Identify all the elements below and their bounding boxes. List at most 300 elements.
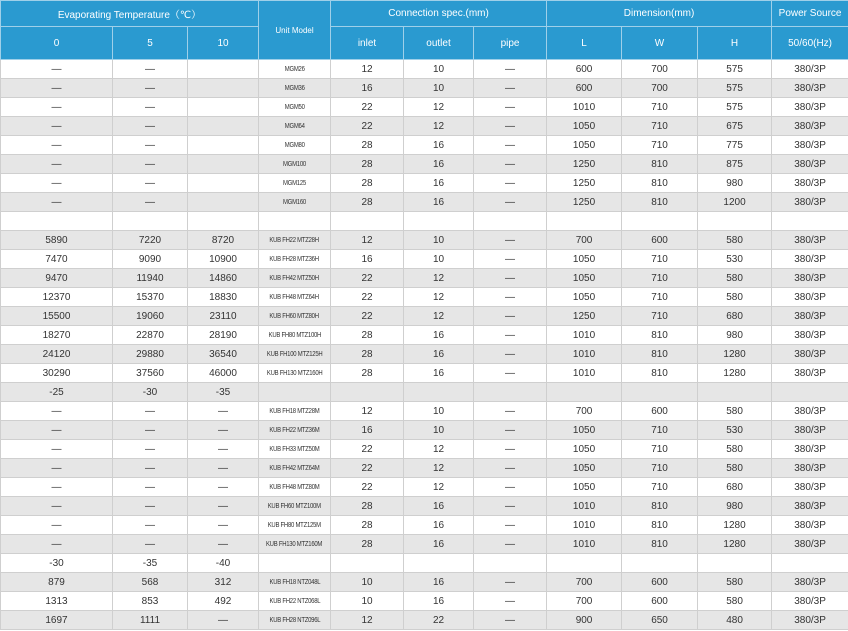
cell-cap-5: —	[113, 459, 188, 478]
cell-outlet: 12	[404, 288, 474, 307]
table-row	[1, 269, 848, 288]
table-row	[1, 79, 848, 98]
cell-length: 1050	[547, 269, 622, 288]
cell-pipe: —	[474, 459, 547, 478]
table-row	[1, 535, 848, 554]
cell-cap-0: 12370	[1, 288, 113, 307]
cell-power-source: 380/3P	[772, 497, 848, 516]
cell-cap-10: —	[188, 497, 259, 516]
cell-outlet: 12	[404, 98, 474, 117]
cell-height: 980	[698, 326, 772, 345]
cell-length: 1010	[547, 497, 622, 516]
cell-cap-10: 312	[188, 573, 259, 592]
cell-inlet: 28	[331, 497, 404, 516]
cell-cap-5: 11940	[113, 269, 188, 288]
cell-height: 1200	[698, 193, 772, 212]
cell-length: 1050	[547, 288, 622, 307]
cell-width	[622, 383, 698, 402]
cell-pipe: —	[474, 402, 547, 421]
power-source-header: Power Source	[772, 1, 848, 27]
cell-cap-10	[188, 212, 259, 231]
cell-power-source: 380/3P	[772, 459, 848, 478]
cell-inlet: 28	[331, 535, 404, 554]
table-row	[1, 60, 848, 79]
cell-width: 600	[622, 573, 698, 592]
cell-pipe: —	[474, 478, 547, 497]
cell-pipe: —	[474, 345, 547, 364]
cell-cap-10: 46000	[188, 364, 259, 383]
cell-cap-5: —	[113, 478, 188, 497]
cell-inlet: 22	[331, 269, 404, 288]
cell-inlet: 12	[331, 402, 404, 421]
cell-cap-5: 22870	[113, 326, 188, 345]
cell-cap-5: —	[113, 98, 188, 117]
cell-power-source	[772, 212, 848, 231]
cell-outlet: 16	[404, 155, 474, 174]
cell-cap-0: —	[1, 478, 113, 497]
cell-unit-model	[259, 155, 331, 174]
cell-cap-10: —	[188, 516, 259, 535]
unit-model-text: KUB FH22 NTZ068L	[269, 597, 320, 605]
cell-width: 710	[622, 478, 698, 497]
cell-inlet: 12	[331, 611, 404, 630]
table-row	[1, 136, 848, 155]
cell-power-source: 380/3P	[772, 345, 848, 364]
unit-model-text: KUB FH48 MTZ80M	[269, 483, 320, 491]
pipe-header: pipe	[474, 27, 547, 60]
table-header	[1, 1, 848, 60]
table-row	[1, 440, 848, 459]
cell-cap-10	[188, 98, 259, 117]
cell-unit-model	[259, 516, 331, 535]
unit-model-text: MGM125	[283, 179, 306, 187]
cell-height: 680	[698, 478, 772, 497]
cell-height	[698, 383, 772, 402]
cell-width: 700	[622, 60, 698, 79]
cell-outlet: 16	[404, 497, 474, 516]
cell-power-source: 380/3P	[772, 535, 848, 554]
table-row	[1, 155, 848, 174]
cell-pipe	[474, 383, 547, 402]
unit-model-text: MGM26	[284, 65, 305, 73]
cell-pipe: —	[474, 611, 547, 630]
cell-cap-0: 30290	[1, 364, 113, 383]
cell-length	[547, 554, 622, 573]
cell-length: 1050	[547, 459, 622, 478]
cell-cap-0: —	[1, 174, 113, 193]
cell-inlet	[331, 383, 404, 402]
cell-outlet: 10	[404, 421, 474, 440]
cell-cap-0: —	[1, 117, 113, 136]
cell-pipe: —	[474, 326, 547, 345]
cell-inlet: 16	[331, 250, 404, 269]
cell-cap-5: —	[113, 117, 188, 136]
table-row	[1, 478, 848, 497]
cell-cap-10: —	[188, 402, 259, 421]
cell-cap-0	[1, 212, 113, 231]
height-header: H	[698, 27, 772, 60]
cell-inlet: 10	[331, 573, 404, 592]
cell-cap-0: 18270	[1, 326, 113, 345]
cell-outlet: 16	[404, 364, 474, 383]
cell-cap-5: —	[113, 535, 188, 554]
cell-cap-10	[188, 79, 259, 98]
table-row	[1, 193, 848, 212]
cell-power-source: 380/3P	[772, 364, 848, 383]
cell-inlet	[331, 212, 404, 231]
cell-unit-model	[259, 364, 331, 383]
cell-outlet	[404, 383, 474, 402]
cell-pipe: —	[474, 573, 547, 592]
cell-inlet: 12	[331, 231, 404, 250]
cell-cap-10: 28190	[188, 326, 259, 345]
cell-unit-model	[259, 269, 331, 288]
cell-unit-model	[259, 611, 331, 630]
unit-model-text: KUB FH18 NTZ048L	[269, 578, 320, 586]
unit-model-text: KUB FH28 NTZ096L	[269, 616, 320, 624]
unit-model-text: MGM64	[284, 122, 305, 130]
cell-width: 600	[622, 231, 698, 250]
cell-width: 600	[622, 402, 698, 421]
unit-model-text: MGM100	[283, 160, 306, 168]
cell-power-source: 380/3P	[772, 288, 848, 307]
cell-power-source: 380/3P	[772, 250, 848, 269]
cell-cap-0: —	[1, 79, 113, 98]
cell-cap-0: —	[1, 136, 113, 155]
dimension-header: Dimension(mm)	[547, 1, 772, 27]
cell-width: 810	[622, 497, 698, 516]
cell-inlet: 28	[331, 516, 404, 535]
cell-inlet: 28	[331, 155, 404, 174]
cell-cap-0: —	[1, 60, 113, 79]
table-row	[1, 497, 848, 516]
unit-model-text: MGM160	[283, 198, 306, 206]
cell-pipe: —	[474, 136, 547, 155]
cell-cap-0: 24120	[1, 345, 113, 364]
cell-width: 710	[622, 440, 698, 459]
cell-width: 810	[622, 516, 698, 535]
cell-height: 580	[698, 269, 772, 288]
power-frequency-header: 50/60(Hz)	[772, 27, 848, 60]
cell-unit-model	[259, 136, 331, 155]
cell-cap-10: -35	[188, 383, 259, 402]
cell-width: 710	[622, 269, 698, 288]
unit-model-text: KUB FH42 MTZ50H	[269, 274, 320, 282]
table-row	[1, 459, 848, 478]
table-row	[1, 212, 848, 231]
cell-length: 700	[547, 231, 622, 250]
cell-pipe: —	[474, 117, 547, 136]
cell-pipe: —	[474, 98, 547, 117]
cell-inlet: 22	[331, 440, 404, 459]
cell-length: 1050	[547, 117, 622, 136]
cell-cap-0: 1313	[1, 592, 113, 611]
cell-pipe: —	[474, 60, 547, 79]
cell-power-source: 380/3P	[772, 98, 848, 117]
cell-cap-10: 10900	[188, 250, 259, 269]
cell-length: 1010	[547, 535, 622, 554]
cell-cap-5: —	[113, 193, 188, 212]
cell-cap-0: 879	[1, 573, 113, 592]
cell-cap-10: —	[188, 421, 259, 440]
cell-unit-model	[259, 592, 331, 611]
table-row	[1, 421, 848, 440]
cell-unit-model	[259, 288, 331, 307]
cell-height: 580	[698, 592, 772, 611]
table-body	[1, 60, 848, 630]
table-row	[1, 573, 848, 592]
cell-length: 1050	[547, 421, 622, 440]
cell-power-source: 380/3P	[772, 592, 848, 611]
unit-model-text: KUB FH42 MTZ64M	[269, 464, 320, 472]
cell-cap-0: —	[1, 421, 113, 440]
cell-unit-model	[259, 402, 331, 421]
width-header: W	[622, 27, 698, 60]
cell-cap-10: 23110	[188, 307, 259, 326]
unit-model-text: KUB FH22 MTZ36M	[269, 426, 320, 434]
cell-outlet: 16	[404, 136, 474, 155]
unit-model-header: Unit Model	[259, 1, 331, 60]
table-row	[1, 250, 848, 269]
cell-pipe: —	[474, 535, 547, 554]
cell-outlet: 10	[404, 250, 474, 269]
cell-power-source: 380/3P	[772, 516, 848, 535]
cell-cap-0: —	[1, 193, 113, 212]
cell-cap-0: -30	[1, 554, 113, 573]
cell-width	[622, 554, 698, 573]
unit-model-text: MGM80	[284, 141, 305, 149]
cell-cap-5: 568	[113, 573, 188, 592]
cell-outlet: 12	[404, 440, 474, 459]
table-row	[1, 364, 848, 383]
cell-inlet: 16	[331, 421, 404, 440]
cell-unit-model	[259, 212, 331, 231]
table-row	[1, 554, 848, 573]
cell-cap-5: 15370	[113, 288, 188, 307]
cell-height: 575	[698, 79, 772, 98]
cell-power-source	[772, 554, 848, 573]
cell-length: 1050	[547, 136, 622, 155]
table-row	[1, 383, 848, 402]
cell-cap-10	[188, 117, 259, 136]
table-row	[1, 516, 848, 535]
cell-pipe	[474, 554, 547, 573]
cell-power-source: 380/3P	[772, 231, 848, 250]
cell-height: 580	[698, 402, 772, 421]
unit-model-text: KUB FH100 MTZ125H	[266, 350, 323, 358]
cell-width: 710	[622, 421, 698, 440]
unit-model-text: MGM36	[284, 84, 305, 92]
cell-unit-model	[259, 98, 331, 117]
table-row	[1, 402, 848, 421]
cell-power-source: 380/3P	[772, 307, 848, 326]
cell-outlet: 12	[404, 117, 474, 136]
cell-height: 580	[698, 440, 772, 459]
cell-cap-10: 8720	[188, 231, 259, 250]
cell-unit-model	[259, 421, 331, 440]
cell-height: 580	[698, 231, 772, 250]
table-row	[1, 345, 848, 364]
cell-cap-10: —	[188, 535, 259, 554]
cell-power-source: 380/3P	[772, 611, 848, 630]
cell-inlet: 22	[331, 459, 404, 478]
cell-height: 530	[698, 421, 772, 440]
cell-inlet: 22	[331, 307, 404, 326]
cell-pipe: —	[474, 79, 547, 98]
cell-width: 810	[622, 345, 698, 364]
cell-pipe: —	[474, 421, 547, 440]
unit-model-text: KUB FH80 MTZ125M	[267, 521, 322, 529]
cell-outlet: 10	[404, 231, 474, 250]
cell-outlet: 16	[404, 516, 474, 535]
cell-width: 810	[622, 535, 698, 554]
cell-cap-5: —	[113, 155, 188, 174]
cell-length: 1010	[547, 516, 622, 535]
cell-cap-10: -40	[188, 554, 259, 573]
cell-unit-model	[259, 345, 331, 364]
cell-cap-10: —	[188, 440, 259, 459]
cell-power-source: 380/3P	[772, 193, 848, 212]
cell-cap-0: —	[1, 440, 113, 459]
cell-cap-10	[188, 155, 259, 174]
cell-pipe: —	[474, 497, 547, 516]
cell-outlet: 12	[404, 307, 474, 326]
cell-power-source	[772, 383, 848, 402]
cell-length	[547, 383, 622, 402]
cell-height: 1280	[698, 345, 772, 364]
cell-outlet: 10	[404, 402, 474, 421]
cell-power-source: 380/3P	[772, 402, 848, 421]
cell-outlet: 16	[404, 535, 474, 554]
cell-cap-10: —	[188, 459, 259, 478]
temp-0-header: 0	[1, 27, 113, 60]
cell-cap-5: 37560	[113, 364, 188, 383]
cell-length: 1250	[547, 155, 622, 174]
cell-cap-0: —	[1, 459, 113, 478]
cell-pipe: —	[474, 174, 547, 193]
cell-pipe: —	[474, 592, 547, 611]
cell-inlet: 22	[331, 478, 404, 497]
cell-power-source: 380/3P	[772, 269, 848, 288]
cell-inlet: 28	[331, 193, 404, 212]
cell-cap-10: —	[188, 611, 259, 630]
cell-width: 710	[622, 117, 698, 136]
cell-power-source: 380/3P	[772, 136, 848, 155]
cell-cap-5: —	[113, 440, 188, 459]
cell-power-source: 380/3P	[772, 79, 848, 98]
cell-cap-5: -30	[113, 383, 188, 402]
cell-unit-model	[259, 535, 331, 554]
cell-power-source: 380/3P	[772, 573, 848, 592]
table-row	[1, 174, 848, 193]
temp-5-header: 5	[113, 27, 188, 60]
cell-unit-model	[259, 117, 331, 136]
cell-cap-0: —	[1, 98, 113, 117]
cell-unit-model	[259, 174, 331, 193]
cell-cap-0: 1697	[1, 611, 113, 630]
cell-cap-0: —	[1, 497, 113, 516]
cell-length: 1010	[547, 364, 622, 383]
outlet-header: outlet	[404, 27, 474, 60]
cell-outlet: 10	[404, 60, 474, 79]
cell-width: 710	[622, 98, 698, 117]
cell-width: 710	[622, 288, 698, 307]
cell-width: 700	[622, 79, 698, 98]
cell-height: 980	[698, 497, 772, 516]
unit-model-text: MGM50	[284, 103, 305, 111]
cell-power-source: 380/3P	[772, 478, 848, 497]
cell-height: 675	[698, 117, 772, 136]
table-row	[1, 592, 848, 611]
table-row	[1, 288, 848, 307]
cell-pipe: —	[474, 307, 547, 326]
cell-inlet: 28	[331, 326, 404, 345]
cell-height: 775	[698, 136, 772, 155]
cell-inlet: 22	[331, 98, 404, 117]
cell-outlet: 16	[404, 326, 474, 345]
cell-width: 600	[622, 592, 698, 611]
cell-height: 580	[698, 288, 772, 307]
cell-cap-0: —	[1, 402, 113, 421]
cell-width: 710	[622, 250, 698, 269]
cell-width: 710	[622, 307, 698, 326]
unit-model-text: KUB FH60 MTZ100M	[267, 502, 322, 510]
cell-height: 1280	[698, 516, 772, 535]
unit-model-text: KUB FH18 MTZ28M	[269, 407, 320, 415]
inlet-header: inlet	[331, 27, 404, 60]
cell-pipe: —	[474, 440, 547, 459]
cell-length: 700	[547, 573, 622, 592]
cell-cap-10	[188, 193, 259, 212]
cell-cap-10: 14860	[188, 269, 259, 288]
cell-unit-model	[259, 250, 331, 269]
cell-inlet: 10	[331, 592, 404, 611]
cell-cap-0: 7470	[1, 250, 113, 269]
cell-width: 810	[622, 326, 698, 345]
cell-length: 1010	[547, 345, 622, 364]
cell-inlet: 28	[331, 174, 404, 193]
cell-cap-5: —	[113, 421, 188, 440]
unit-model-text: KUB FH28 MTZ36H	[269, 255, 320, 263]
cell-pipe	[474, 212, 547, 231]
cell-outlet: 16	[404, 345, 474, 364]
cell-cap-10	[188, 136, 259, 155]
cell-power-source: 380/3P	[772, 174, 848, 193]
cell-cap-5: —	[113, 79, 188, 98]
cell-cap-0: -25	[1, 383, 113, 402]
table-row	[1, 231, 848, 250]
cell-inlet: 28	[331, 345, 404, 364]
cell-cap-5: -35	[113, 554, 188, 573]
cell-height: 980	[698, 174, 772, 193]
cell-pipe: —	[474, 364, 547, 383]
cell-height: 575	[698, 60, 772, 79]
cell-cap-10: 492	[188, 592, 259, 611]
cell-length: 1010	[547, 326, 622, 345]
cell-height	[698, 554, 772, 573]
cell-cap-5: 29880	[113, 345, 188, 364]
table-row	[1, 611, 848, 630]
cell-inlet: 28	[331, 136, 404, 155]
cell-length: 1010	[547, 98, 622, 117]
cell-outlet: 16	[404, 592, 474, 611]
cell-outlet: 16	[404, 193, 474, 212]
cell-cap-0: —	[1, 535, 113, 554]
cell-cap-10: 18830	[188, 288, 259, 307]
cell-cap-10	[188, 174, 259, 193]
cell-cap-5	[113, 212, 188, 231]
cell-cap-5: —	[113, 60, 188, 79]
